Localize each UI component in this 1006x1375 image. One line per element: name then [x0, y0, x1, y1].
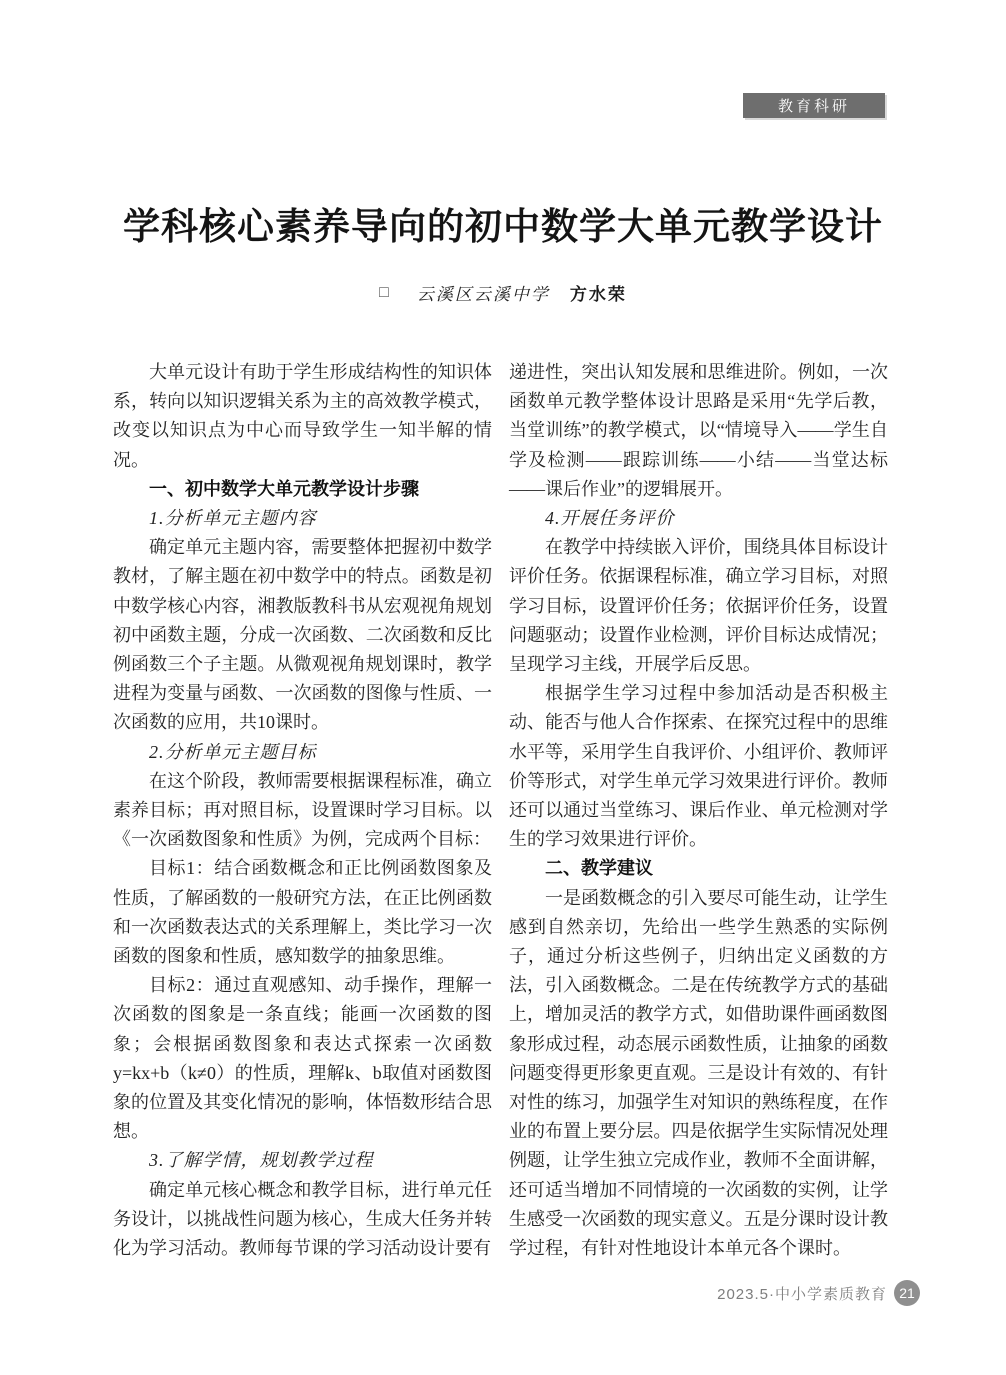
article-body — [113, 358, 888, 1263]
page-number-badge: 21 — [894, 1280, 920, 1306]
paragraph: 在教学中持续嵌入评价，围绕具体目标设计评价任务。依据课程标准，确立学习目标，对照学习目标，设置评价任务；依据评价任务，设置问题驱动；设置作业检测，评价目标达成情况；呈现学习主线，开展学后反思。 — [509, 537, 888, 675]
author-affiliation: 云溪区云溪中学 — [416, 285, 550, 304]
page-title: 学科核心素养导向的初中数学大单元教学设计 — [123, 206, 883, 247]
paragraph: 根据学生学习过程中参加活动是否积极主动、能否与他人合作探索、在探究过程中的思维水平等，采用学生自我评价、小组评价、教师评价等形式，对学生单元学习效果进行评价。教师还可以通过当堂练习、课后作业、单元检测对学生的学习效果进行评价。 — [509, 683, 888, 850]
byline — [0, 280, 1006, 305]
subsection-heading: 3.了解学情，规划教学过程 — [149, 1150, 374, 1171]
paragraph: 目标2：通过直观感知、动手操作，理解一次函数的图象是一条直线；能画一次函数的图象；会根据函数图象和表达式探索一次函数y=kx+b（k≠0）的性质，理解k、b取值对函数图象的位置及其变化情况的影响，体悟数形结合思想。 — [113, 975, 492, 1142]
paragraph: 一是函数概念的引入要尽可能生动，让学生感到自然亲切，先给出一些学生熟悉的实际例子，通过分析这些例子，归纳出定义函数的方法，引入函数概念。二是在传统教学方式的基础上，增加灵活的教学方式，如借助课件画函数图象形成过程，动态展示函数性质，让抽象的函数问题变得更形象更直观。三是设计有效的、有针对性的练习，加强学生对知识的熟练程度，在作业的布置上要分层。四是依据学生实际情况处理例题，让学生独立完成作业，教师不全面讲解，还可适当增加不同情境的一次函数的实例，让学生感受一次函数的现实意义。五是分课时设计教学过程，有针对性地设计本单元各个课时。 — [509, 887, 888, 1259]
left-column — [113, 358, 492, 1263]
journal-issue-label: 2023.5·中小学素质教育 — [717, 1285, 887, 1303]
section-heading: 二、教学建议 — [545, 858, 653, 879]
section-heading: 一、初中数学大单元教学设计步骤 — [149, 478, 419, 499]
paragraph: 确定单元核心概念和教学目标，进行单元任务设计，以挑战性问题为核心，生成大任务并转化为学习活动。教师每节课的学习活动设计要有 — [113, 1179, 492, 1259]
paragraph: 大单元设计有助于学生形成结构性的知识体系，转向以知识逻辑关系为主的高效教学模式，改变以知识点为中心而导致学生一知半解的情况。 — [113, 362, 492, 470]
author-name: 方水荣 — [569, 285, 627, 304]
subsection-heading: 1.分析单元主题内容 — [149, 508, 317, 529]
paragraph: 目标1：结合函数概念和正比例函数图象及性质，了解函数的一般研究方法，在正比例函数和一次函数表达式的关系理解上，类比学习一次函数的图象和性质，感知数学的抽象思维。 — [113, 858, 492, 967]
subsection-heading: 2.分析单元主题目标 — [149, 741, 317, 762]
right-column — [509, 358, 888, 1263]
page-footer — [717, 1280, 920, 1306]
paragraph: 确定单元主题内容，需要整体把握初中数学教材，了解主题在初中数学中的特点。函数是初中数学核心内容，湘教版教科书从宏观视角规划初中函数主题，分成一次函数、二次函数和反比例函数三个子主题。从微观视角规划课时，教学进程为变量与函数、一次函数的图像与性质、一次函数的应用，共10课时。 — [113, 537, 492, 733]
paragraph: 在这个阶段，教师需要根据课程标准，确立素养目标；再对照目标，设置课时学习目标。以《一次函数图象和性质》为例，完成两个目标： — [113, 770, 492, 850]
subsection-heading: 4.开展任务评价 — [545, 508, 675, 529]
author-marker-icon: □ — [379, 283, 389, 301]
paragraph-continuation: 递进性，突出认知发展和思维进阶。例如，一次函数单元教学整体设计思路是采用“先学后教，当堂训练”的教学模式，以“情境导入——学生自学及检测——跟踪训练——小结——当堂达标——课后作业”的逻辑展开。 — [509, 362, 888, 499]
section-badge: 教育科研 — [743, 93, 885, 118]
